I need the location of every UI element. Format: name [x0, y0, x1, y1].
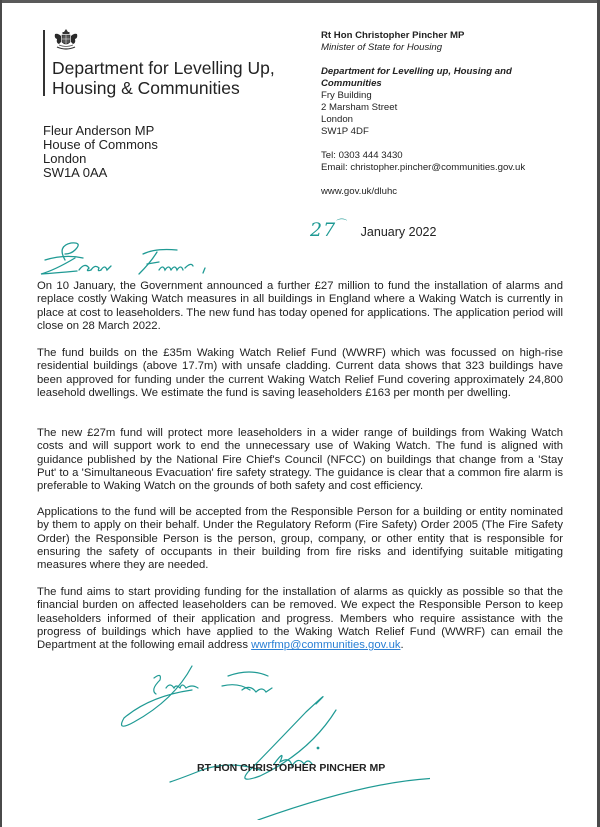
- paragraph-5: [37, 586, 563, 652]
- date-day-handwritten: 27: [310, 219, 337, 241]
- recipient-line: London: [43, 151, 87, 166]
- page-frame-left: [0, 0, 2, 827]
- sender-block: [321, 30, 525, 198]
- recipient-line: Fleur Anderson MP: [43, 123, 155, 138]
- paragraph-3: The new £27m fund will protect more leaseholders in a wider range of buildings from Waking Watch costs and will support work to end the unnecessary use of Waking Watch. The fund is aligned with guidance published by the National Fire Chief's Council (NFCC) on buildings that change from a 'Stay Put' to a 'Simultaneous Evacuation' fire safety strategy. The guidance is clear that a common fire alarm is preferable to Waking Watch on the grounds of both safety and cost efficiency.: [37, 427, 563, 493]
- wwrf-email-link[interactable]: wwrfmp@communities.gov.uk: [251, 639, 401, 652]
- letterhead-rule: [43, 30, 45, 96]
- sender-email: Email: christopher.pincher@communities.gov.uk: [321, 162, 526, 173]
- sender-website: www.gov.uk/dluhc: [321, 186, 398, 197]
- page-frame-top: [0, 0, 600, 3]
- recipient-line: House of Commons: [43, 137, 158, 152]
- signatory-name: RT HON CHRISTOPHER PINCHER MP: [197, 762, 386, 774]
- department-name-line2: Housing & Communities: [52, 78, 240, 98]
- letter-date: [310, 216, 436, 241]
- royal-crest-icon: [51, 29, 81, 53]
- recipient-line: SW1A 0AA: [43, 165, 108, 180]
- department-name: [52, 58, 275, 98]
- recipient-address: [43, 124, 158, 180]
- handwritten-signature: [110, 660, 430, 820]
- paragraph-5-text: The fund aims to start providing funding for the installation of alarms as quickly as possible so that the financial burden on affected leaseholders can be removed. We expect the Responsible Person to keep leaseholders informed of their application and progress. Members who require assistance with the progress of buildings which have applied to the Waking Watch Relief Fund (WWRF) can email the Department at the following email address: [37, 586, 563, 652]
- sender-address-line: Fry Building: [321, 90, 372, 101]
- sender-address-line: London: [321, 114, 354, 125]
- paragraph-5-end: .: [400, 639, 404, 652]
- handwritten-greeting: [35, 240, 225, 280]
- date-month-year: January 2022: [360, 225, 437, 239]
- sender-tel: Tel: 0303 444 3430: [321, 150, 403, 161]
- date-day-suffix-handwritten: ⌒: [336, 218, 348, 231]
- sender-department-line1: Department for Levelling up, Housing and: [321, 66, 512, 77]
- paragraph-4: Applications to the fund will be accepted from the Responsible Person for a building or entity nominated by them to apply on their behalf. Under the Regulatory Reform (Fire Safety) Order 2005 (The Fire Safety Order) the Responsible Person is the person, group, company, or other entity that is responsible for ensuring the safety of occupants in their building from fire risks and identifying suitable mitigating measures where they are needed.: [37, 506, 563, 572]
- sender-role: Minister of State for Housing: [321, 42, 443, 53]
- sender-address-line: 2 Marsham Street: [321, 102, 398, 113]
- sender-department-line2: Communities: [321, 78, 382, 89]
- paragraph-1: On 10 January, the Government announced a further £27 million to fund the installation of alarms and replace costly Waking Watch measures in all buildings in England where a Waking Watch is currently in place at cost to leaseholders. The new fund has today opened for applications. The application period will close on 28 March 2022.: [37, 280, 563, 332]
- sender-name: Rt Hon Christopher Pincher MP: [321, 30, 465, 41]
- department-name-line1: Department for Levelling Up,: [52, 58, 275, 78]
- paragraph-2: The fund builds on the £35m Waking Watch Relief Fund (WWRF) which was focussed on high-rise residential buildings (above 17.7m) with unsafe cladding. Current data shows that 323 buildings have been approved for funding under the current Waking Watch Relief Fund covering approximately 24,800 leasehold dwellings. We estimate the fund is saving leaseholders £163 per month per dwelling.: [37, 347, 563, 399]
- sender-address-line: SW1P 4DF: [321, 126, 369, 137]
